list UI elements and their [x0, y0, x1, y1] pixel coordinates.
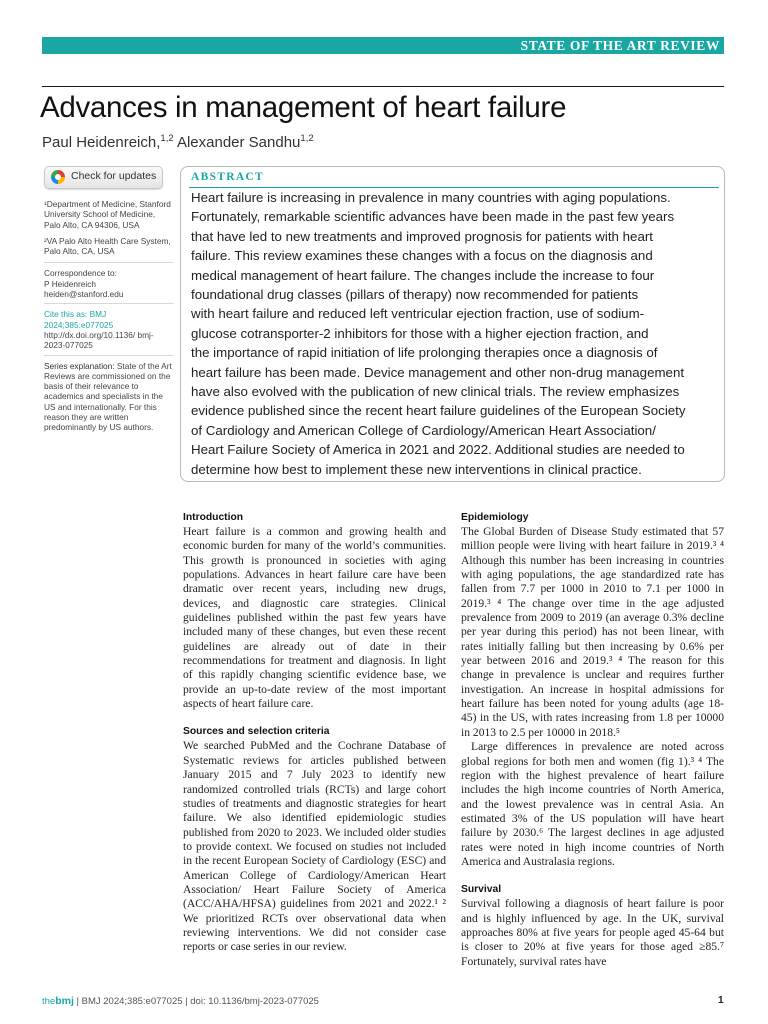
sidebar-divider: [44, 355, 174, 356]
survival-text: Survival following a diagnosis of heart failure is poor and is highly influenced by age. In the UK, survival approaches 80% at five years for people aged 45-64 but is closer to 20% at five years for those aged ≥85.⁷ Fortunately, survival rates have: [461, 897, 724, 968]
article-title: Advances in management of heart failure: [40, 91, 567, 124]
sidebar-divider: [44, 262, 174, 263]
abstract-line: evidence published since the recent heart failure guidelines of the European Society: [191, 403, 686, 419]
affiliation-1: ¹Department of Medicine, Stanford University School of Medicine, Palo Alto, CA 94306, USA: [44, 199, 171, 230]
abstract-line: Fortunately, remarkable scientific advances have been made in the past few years: [191, 209, 675, 225]
epidemiology-text-1: The Global Burden of Disease Study estimated that 57 million people were living with heart failure in 2019.³ ⁴ Although this number has been increasing in countries with aging populations, the age standardized rate has fallen from 7.7 per 1000 in 2010 to 7.1 per 1000 in 2019.³ ⁴ The change over time in the age adjusted prevalence from 2009 to 2019 (an average 0.3% decline per year during this period) has not been linear, with rates initially falling but then increasing by 0.6% per year between 2016 and 2019.³ ⁴ The reason for this change in prevalence is unclear and requires further investigation. An increase in hospital admissions for heart failure has been noted for young adults (age 18-45) in the US, with rates increasing from 1.8 per 10000 in 2013 to 2.5 per 10000 in 2018.⁵: [461, 525, 724, 739]
abstract-line: failure. This review examines these changes with a focus on the diagnosis and: [191, 248, 653, 264]
page-number: 1: [718, 995, 724, 1006]
author-heidenreich[interactable]: Paul Heidenreich,: [42, 134, 161, 151]
abstract-heading: ABSTRACT: [191, 171, 265, 183]
abstract-line: Heart Failure Society of America in 2021 and 2022. Additional studies are needed to: [191, 442, 685, 458]
body-column-right: [461, 510, 724, 969]
title-rule: [42, 86, 724, 87]
body-column-left: [183, 510, 446, 955]
abstract-line: Heart failure is increasing in prevalence in many countries with aging populations.: [191, 190, 671, 205]
correspondence-name: P Heidenreich: [44, 278, 96, 289]
epidemiology-heading: Epidemiology: [461, 512, 529, 523]
section-banner: [42, 37, 724, 54]
check-for-updates-label: Check for updates: [71, 170, 157, 182]
article-sidebar: [44, 199, 174, 439]
doi-link[interactable]: http://dx.doi.org/10.1136/ bmj-2023-077025: [44, 329, 154, 351]
author-list: [42, 133, 314, 151]
series-text: State of the Art Reviews are commissioned on the basis of their relevance to academics and specialists in the US and internationally. For this reason they are written predominantly by US authors.: [44, 360, 172, 433]
affiliation-2: ²VA Palo Alto Health Care System, Palo Alto, CA, USA: [44, 235, 171, 257]
page-footer: [42, 995, 319, 1007]
sidebar-divider: [44, 303, 174, 304]
abstract-line: heart failure has been made. Device management and other non-drug management: [191, 364, 685, 380]
author1-affiliation-sup: 1,2: [160, 133, 174, 144]
epidemiology-text-2: Large differences in prevalence are noted across global regions for both men and women (fig 1).³ ⁴ The region with the highest prevalence of heart failure includes the high income countries of North America, and the lowest prevalence was in central Asia. An estimated 3% of the US population will have heart failure by 2030.⁶ The largest declines in age adjusted rates were noted in high income countries of North America and Australasia regions.: [461, 740, 724, 868]
introduction-heading: Introduction: [183, 512, 244, 523]
sources-text: We searched PubMed and the Cochrane Database of Systematic reviews for articles published between January 2015 and 7 July 2023 to identify new randomized controlled trials (RCTs) and large cohort studies of treatments and diagnostic strategies for heart failure. We also identified epidemiologic studies published from 2020 to 2023. We included older studies to provide context. We focused on studies not included in the recent European Society of Cardiology (ESC) and American College of Cardiology/American Heart Association/ Heart Failure Society of America (ACC/AHA/HFSA) guidelines from 2021 and 2022.¹ ² We prioritized RCTs over observational data when reviewing interventions. We did not consider case reports or case series in our review.: [183, 739, 446, 954]
footer-citation: | BMJ 2024;385:e077025 | doi: 10.1136/bmj-2023-077025: [73, 996, 319, 1007]
correspondence-email[interactable]: heiden@stanford.edu: [44, 289, 124, 300]
author2-affiliation-sup: 1,2: [300, 133, 314, 144]
abstract-line: have also evolved with the publication of new clinical trials. The review emphasizes: [191, 384, 680, 400]
cite-as: Cite this as: BMJ 2024;385:e077025: [44, 309, 114, 330]
check-for-updates-button[interactable]: [44, 166, 163, 189]
footer-logo-the: the: [42, 996, 56, 1007]
banner-label: STATE OF THE ART REVIEW: [520, 38, 720, 53]
survival-heading: Survival: [461, 884, 502, 896]
abstract-line: medical management of heart failure. The changes include the increase to four: [191, 267, 655, 283]
footer-logo-bmj: bmj: [55, 995, 74, 1007]
abstract-line: with heart failure and reduced left ventricular ejection fraction, use of sodium-: [191, 306, 645, 322]
abstract-line: that have led to new treatments and improved prognosis for patients with heart: [191, 228, 653, 244]
introduction-text: Heart failure is a common and growing health and economic burden for many of the world’s communities. This growth is pronounced in societies with aging populations. Advances in heart failure care have been dramatic over recent years, including new drugs, devices, and diagnostic care strategies. Clinical guidelines published within the past few years have included many of these changes, but even these recent guidelines are already out of date in their recommendations for treatment and diagnosis. In light of this rapidly changing scientific evidence base, we provide an up-to-date review of the most important aspects of heart failure care.: [183, 525, 446, 711]
abstract-line: determine how best to implement these new interventions in clinical practice.: [191, 461, 642, 477]
abstract-line: glucose cotransporter-2 inhibitors for those with a higher ejection fraction, and: [191, 325, 649, 341]
correspondence-label: Correspondence to:: [44, 268, 117, 279]
author-sandhu[interactable]: Alexander Sandhu: [173, 134, 301, 151]
abstract-box: [180, 166, 725, 482]
abstract-line: of Cardiology and American College of Cardiology/American Heart Association/: [191, 422, 656, 438]
sources-heading: Sources and selection criteria: [183, 726, 330, 738]
abstract-line: the importance of rapid initiation of life prolonging therapies once a diagnosis of: [191, 345, 658, 361]
series-label: Series explanation:: [44, 360, 115, 371]
crossmark-icon: [51, 170, 65, 184]
abstract-line: foundational drug classes (pillars of therapy) now recommended for patients: [191, 287, 639, 303]
abstract-body: [191, 188, 723, 479]
